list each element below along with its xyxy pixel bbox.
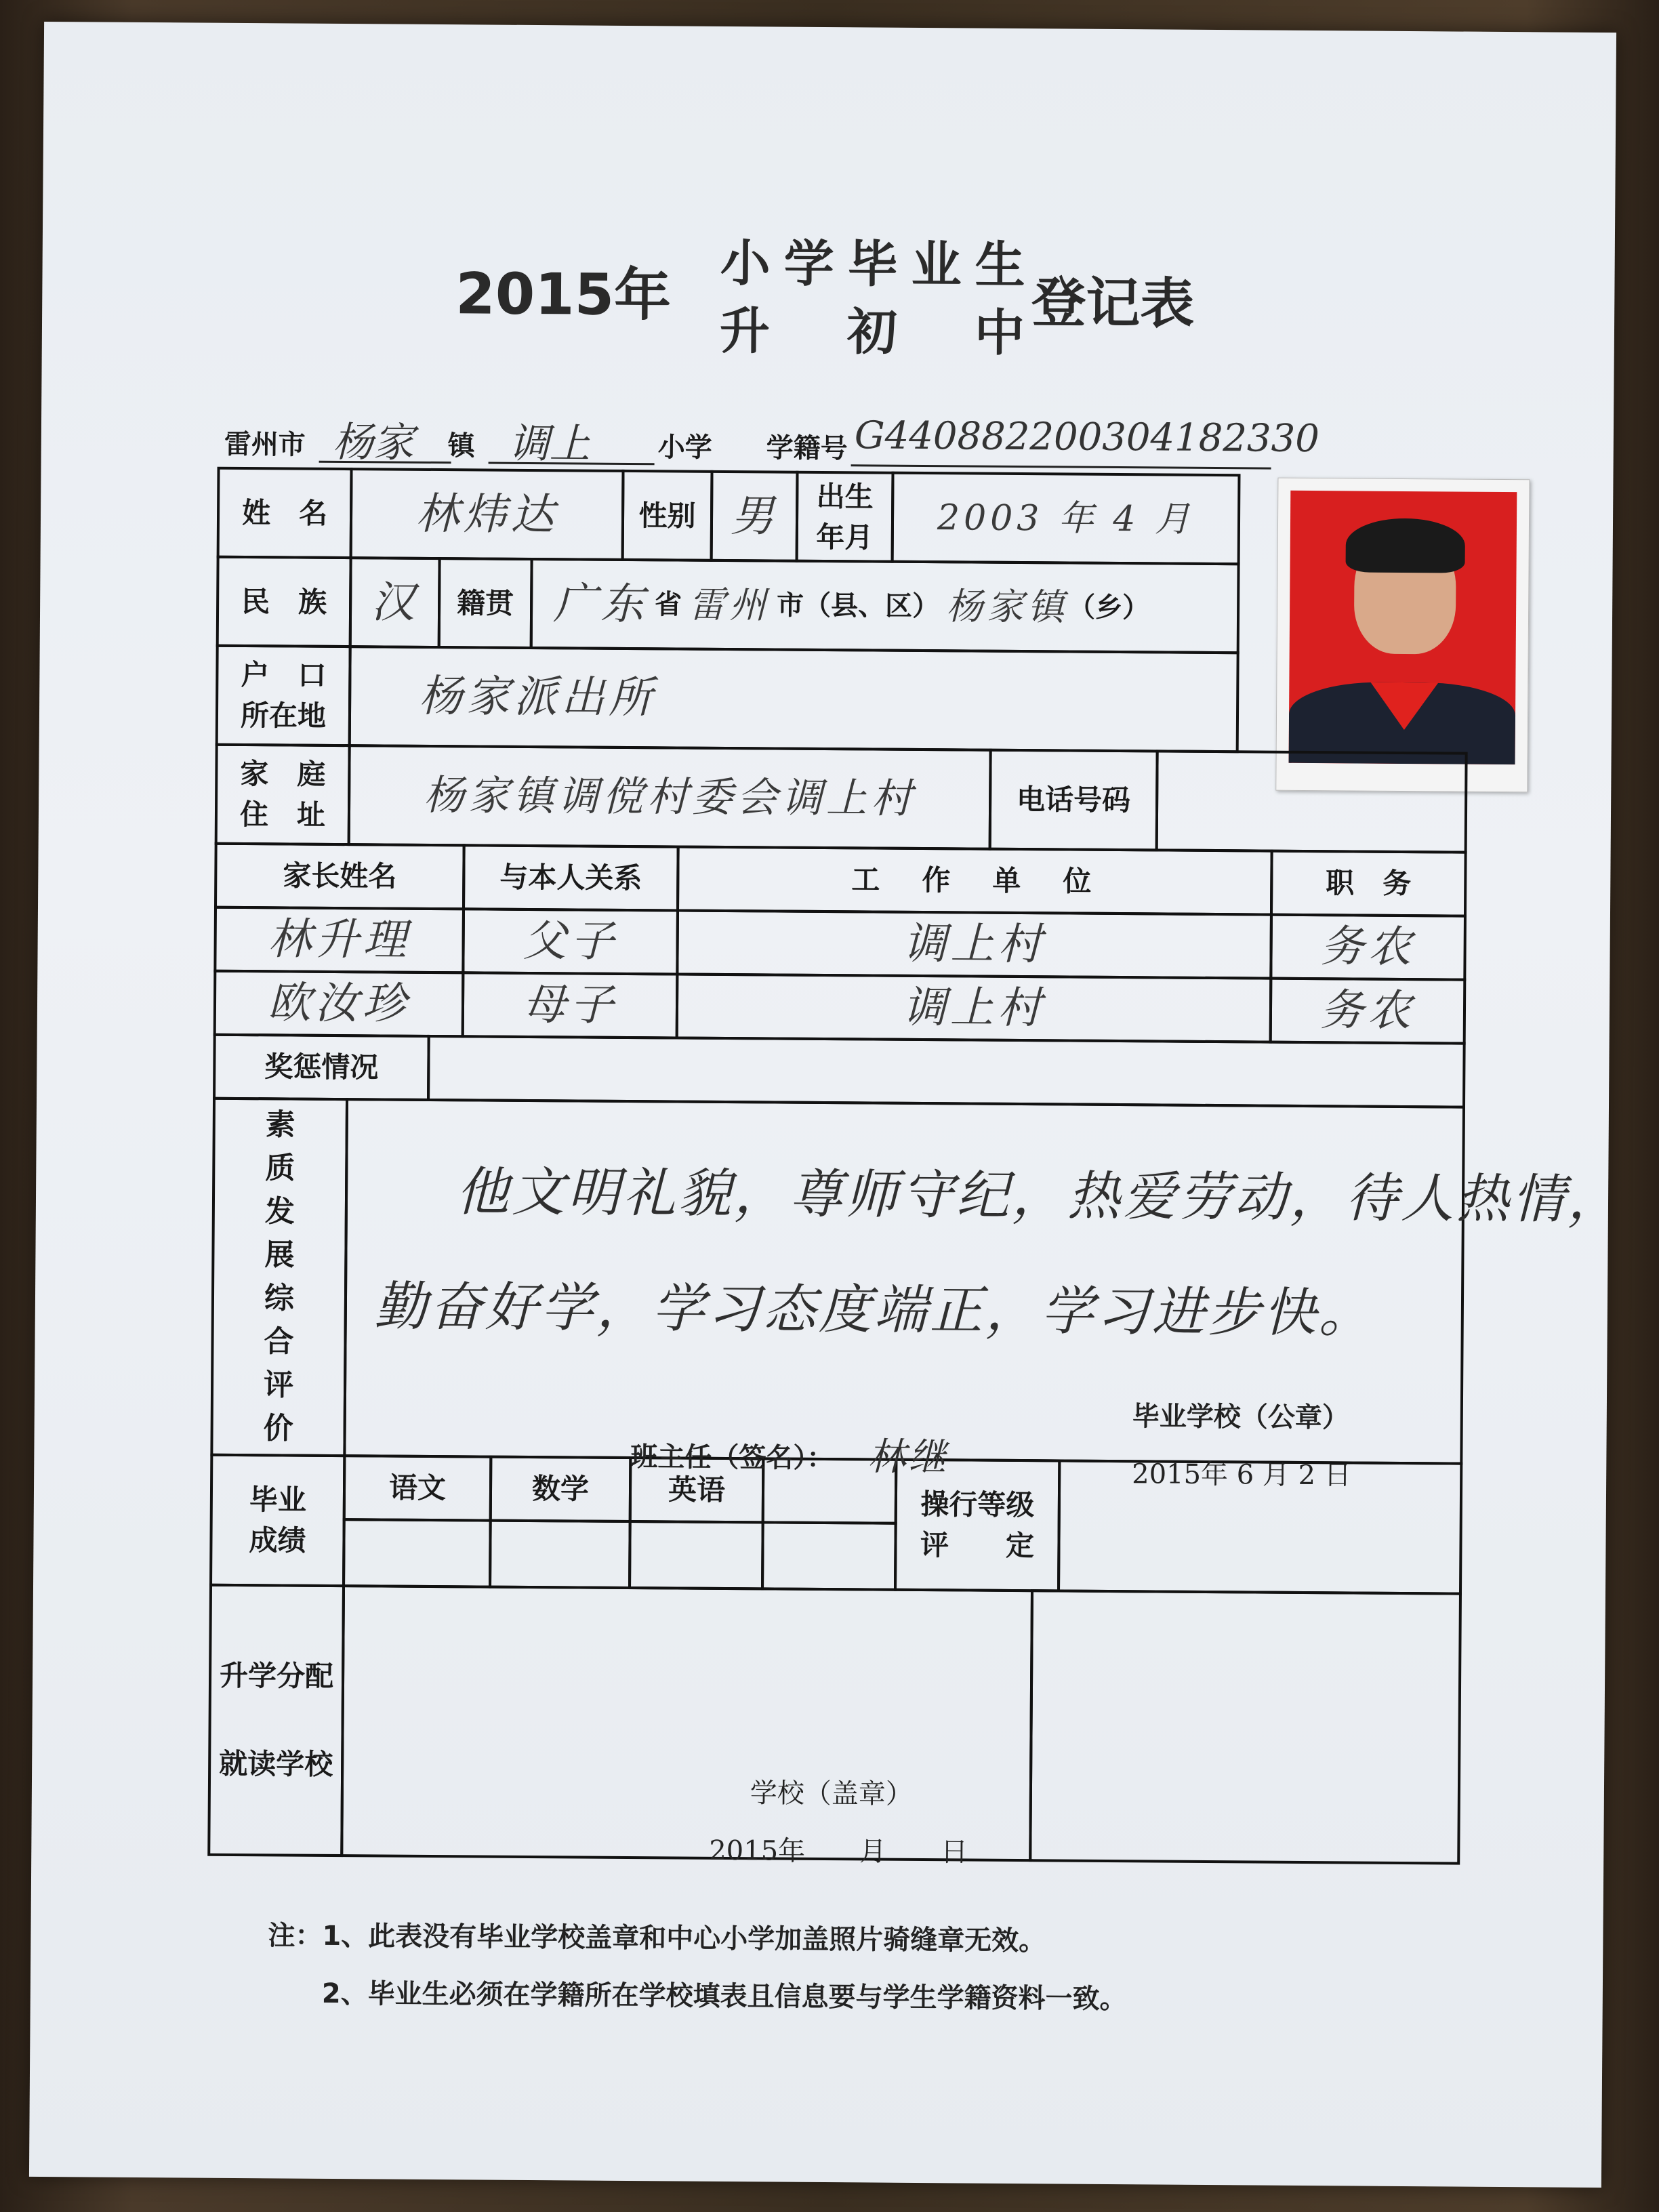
title-year: 2015年	[455, 260, 672, 329]
photo-red-background	[1289, 491, 1517, 764]
grades-label: 毕业成绩	[209, 1454, 346, 1587]
address-value: 杨家镇调傥村委会调上村	[348, 744, 992, 851]
parent-2-name: 欧汝珍	[213, 970, 465, 1038]
evaluation-label-char: 素	[265, 1107, 295, 1143]
grade-subject-chinese: 语文	[343, 1454, 493, 1522]
evaluation-label-char: 合	[264, 1324, 294, 1359]
gender-value: 男	[710, 470, 799, 562]
title-main	[720, 230, 1039, 367]
parent-1-workplace: 调上村	[676, 909, 1273, 979]
parent-2-position: 务农	[1269, 977, 1467, 1045]
teacher-signature: 林继	[867, 1435, 949, 1480]
name-value: 林炜达	[350, 468, 625, 561]
teacher-signature-label: 班主任（签名）：	[630, 1441, 834, 1475]
registration-form-paper	[29, 22, 1624, 2188]
parents-header-position: 职 务	[1270, 850, 1467, 918]
title-suffix: 登记表	[1031, 271, 1195, 335]
placement-label-2: 就读学校	[219, 1746, 333, 1781]
student-id-value: G440882200304182330	[854, 413, 1320, 462]
title-line-1: 小学毕业生	[720, 234, 1039, 295]
evaluation-label-char: 评	[263, 1368, 294, 1403]
native-town-label: （乡）	[1067, 592, 1150, 623]
parent-1-name: 林升理	[213, 906, 465, 975]
parents-header-name: 家长姓名	[214, 842, 466, 911]
photo-hair	[1346, 518, 1466, 573]
placement-label-1: 升学分配	[219, 1658, 334, 1693]
ethnicity-value: 汉	[349, 556, 441, 649]
parent-1-position: 务农	[1269, 914, 1467, 981]
placement-date: 2015年 月 日	[709, 1835, 968, 1868]
address-label: 家 庭住 址	[215, 743, 351, 846]
evaluation-label	[210, 1097, 348, 1457]
native-place-cell	[530, 558, 1240, 654]
student-photo	[1275, 478, 1530, 793]
town-label: 镇	[447, 430, 475, 462]
title-line-2: 升 初 中	[719, 302, 1039, 363]
grade-score-english	[628, 1520, 764, 1590]
ethnicity-label: 民 族	[216, 556, 352, 648]
city-label: 雷州市	[224, 428, 306, 461]
birth-label: 出生年月	[796, 471, 895, 563]
evaluation-line-1: 他文明礼貌，尊师守纪，热爱劳动，待人热情，	[455, 1162, 1624, 1231]
evaluation-label-vertical	[263, 1103, 295, 1450]
school-label: 小学	[657, 432, 712, 464]
school-value: 调上	[508, 419, 591, 468]
parent-2-workplace: 调上村	[676, 972, 1273, 1043]
placement-label	[207, 1584, 345, 1857]
placement-stamp-label: 学校（盖章）	[750, 1778, 914, 1810]
evaluation-label-char: 发	[264, 1194, 295, 1229]
gender-label: 性别	[621, 470, 714, 562]
grade-score-math	[489, 1519, 632, 1589]
grade-subject-math: 数学	[489, 1456, 632, 1523]
note-2: 2、毕业生必须在学籍所在学校填表且信息要与学生学籍资料一致。	[321, 1978, 1127, 2015]
awards-value	[427, 1035, 1466, 1109]
evaluation-label-char: 展	[264, 1237, 295, 1273]
evaluation-label-char: 质	[265, 1151, 295, 1186]
hukou-value: 杨家派出所	[348, 645, 1240, 753]
grade-score-chinese	[342, 1518, 492, 1589]
note-1: 注：1、此表没有毕业学校盖章和中心小学加盖照片骑缝章无效。	[268, 1920, 1046, 1957]
hukou-label: 户 口所在地	[216, 644, 352, 747]
parent-1-relation: 父子	[462, 907, 679, 975]
student-id-label: 学籍号	[766, 432, 848, 465]
parents-header-workplace: 工 作 单 位	[676, 845, 1273, 916]
evaluation-date: 2015年 6 月 2 日	[1132, 1458, 1351, 1492]
native-place-label: 籍贯	[438, 557, 533, 649]
name-label: 姓 名	[217, 467, 353, 559]
graduation-school-stamp-label: 毕业学校（公章）	[1132, 1401, 1349, 1434]
native-town-value: 杨家镇	[945, 584, 1069, 629]
grade-subject-english: 英语	[629, 1456, 765, 1523]
evaluation-line-2: 勤奋好学，学习态度端正，学习进步快。	[373, 1276, 1375, 1345]
phone-value	[1155, 750, 1468, 853]
grade-score-blank	[761, 1521, 897, 1591]
birth-value: 2003 年 4 月	[891, 472, 1241, 566]
evaluation-label-char: 综	[264, 1281, 295, 1316]
conduct-label: 操行等级评 定	[894, 1458, 1061, 1593]
native-city-label: 市（县、区）	[776, 590, 940, 622]
student-id-underline	[851, 464, 1271, 469]
phone-label: 电话号码	[989, 749, 1159, 852]
native-province-label: 省	[654, 588, 682, 621]
placement-school-cell	[340, 1584, 1033, 1862]
native-city-value: 雷州	[688, 583, 771, 626]
town-value: 杨家	[332, 418, 415, 467]
placement-right-cell	[1029, 1589, 1462, 1864]
native-province-value: 广东	[552, 578, 649, 630]
awards-label: 奖惩情况	[213, 1033, 430, 1101]
parent-2-relation: 母子	[462, 971, 679, 1039]
evaluation-label-char: 价	[263, 1411, 293, 1446]
parents-header-relation: 与本人关系	[462, 844, 680, 912]
